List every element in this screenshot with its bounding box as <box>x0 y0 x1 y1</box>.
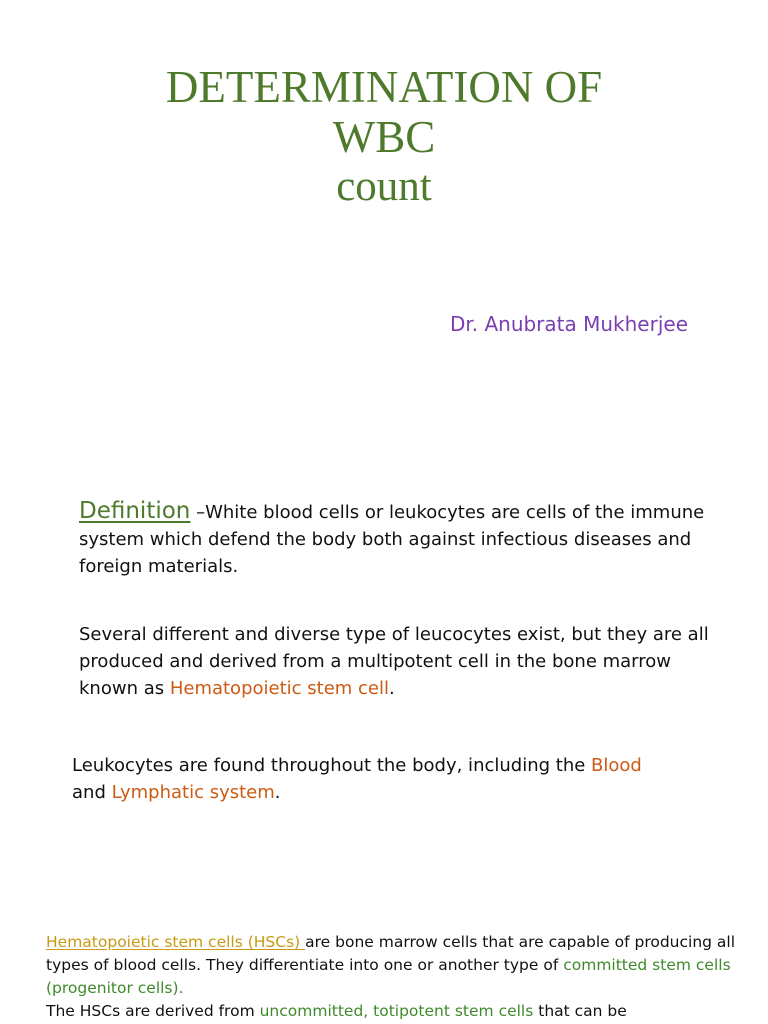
definition-label: Definition <box>79 498 191 524</box>
definition-text: –White blood cells or leukocytes are cells of the immune system which defend the body both against infectious diseases and foreign materials. <box>79 502 705 577</box>
uncommitted-term: uncommitted, totipotent stem cells <box>259 1002 534 1020</box>
origin-paragraph <box>79 621 719 702</box>
title-line-2: WBC <box>332 112 436 162</box>
location-paragraph <box>72 752 722 806</box>
slide-title <box>0 62 768 212</box>
title-line-1: DETERMINATION OF <box>165 62 603 112</box>
location-text-2: and <box>72 782 112 803</box>
hsc-link[interactable]: Hematopoietic stem cells (HSCs) <box>46 933 306 951</box>
hsc-paragraph <box>46 931 736 1023</box>
author-name: Dr. Anubrata Mukherjee <box>449 312 688 336</box>
lymphatic-term: Lymphatic system <box>111 782 275 803</box>
definition-paragraph <box>79 498 719 580</box>
blood-term: Blood <box>591 755 642 776</box>
origin-end: . <box>389 678 395 699</box>
location-text-1: Leukocytes are found throughout the body, including the <box>72 755 592 776</box>
title-line-3: count <box>336 163 432 210</box>
origin-text: Several different and diverse type of leucocytes exist, but they are all produced and derived from a multipotent cell in the bone marrow known as <box>79 624 709 699</box>
hsc-text-3: that can be <box>533 1002 627 1020</box>
location-end: . <box>274 782 281 803</box>
hsc-text-2: The HSCs are derived from <box>46 1002 260 1020</box>
hsc-text-1: are bone marrow cells that are capable of producing all types of blood cells. They differentiate into one or another type of <box>46 933 736 974</box>
origin-highlight: Hematopoietic stem cell <box>169 678 390 699</box>
committed-term: committed stem cells (progenitor cells). <box>46 956 731 997</box>
